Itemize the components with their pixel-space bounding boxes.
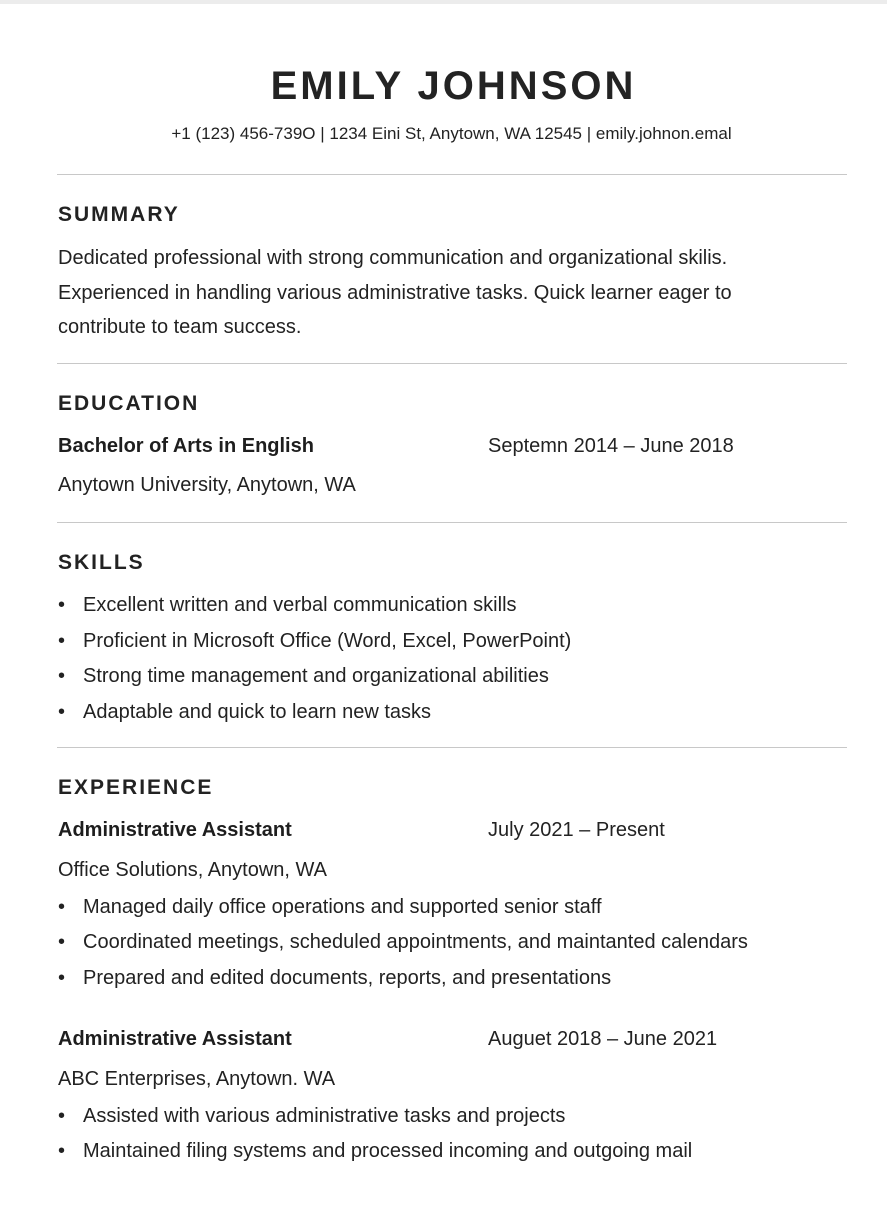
school-name: Anytown University, Anytown, WA	[58, 474, 356, 496]
experience-heading: EXPERIENCE	[58, 776, 214, 799]
job-role: Administrative Assistant	[58, 819, 292, 841]
skills-list	[58, 588, 571, 730]
bullet-icon: •	[58, 1105, 66, 1127]
bullet-icon: •	[58, 665, 66, 687]
list-item	[58, 659, 571, 695]
duty-text: Managed daily office operations and supported senior staff	[83, 896, 602, 918]
skill-text: Strong time management and organizational abilities	[83, 665, 549, 687]
list-item	[58, 695, 571, 731]
bullet-icon: •	[58, 896, 66, 918]
bullet-icon: •	[58, 966, 66, 989]
duty-text: Prepared and edited documents, reports, and presentations	[83, 966, 612, 989]
bullet-icon: •	[58, 629, 66, 652]
summary-line: Dedicated professional with strong communication and organizational skilis.	[58, 247, 728, 269]
bullet-icon: •	[58, 700, 66, 723]
job-company: ABC Enterprises, Anytown. WA	[58, 1068, 336, 1090]
contact-line: +1 (123) 456-739O | 1234 Eini St, Anytown, WA 12545 | emily.johnon.emal	[171, 124, 732, 143]
summary-text	[58, 241, 848, 345]
job-dates: July 2021 – Present	[488, 819, 665, 841]
job-company: Office Solutions, Anytown, WA	[58, 859, 328, 881]
education-heading: EDUCATION	[58, 392, 200, 415]
skill-text: Proficient in Microsoft Office (Word, Excel, PowerPoint)	[83, 629, 572, 652]
list-item	[58, 890, 748, 925]
bullet-icon: •	[58, 931, 66, 954]
bullet-icon: •	[58, 594, 66, 616]
candidate-name: EMILY JOHNSON	[270, 64, 637, 108]
divider-skills	[57, 747, 847, 748]
bullet-icon: •	[58, 1140, 66, 1163]
divider-header	[57, 174, 847, 175]
page-top-edge	[0, 0, 887, 4]
divider-summary	[57, 363, 847, 364]
list-item	[58, 1099, 692, 1134]
job-dates: Auguet 2018 – June 2021	[488, 1028, 718, 1050]
list-item	[58, 1134, 692, 1169]
job-role: Administrative Assistant	[58, 1028, 292, 1050]
duty-text: Maintained filing systems and processed incoming and outgoing mail	[83, 1140, 693, 1163]
skills-heading: SKILLS	[58, 551, 145, 574]
duty-text: Coordinated meetings, scheduled appointments, and maintanted calendars	[83, 931, 748, 954]
degree-title: Bachelor of Arts in English	[58, 435, 314, 457]
job-duties-list	[58, 1099, 692, 1170]
list-item	[58, 624, 571, 660]
summary-line: contribute to team success.	[58, 316, 302, 338]
summary-heading: SUMMARY	[58, 203, 180, 226]
skill-text: Adaptable and quick to learn new tasks	[83, 700, 431, 723]
divider-education	[57, 522, 847, 523]
summary-line: Experienced in handling various administrative tasks. Quick learner eager to	[58, 281, 732, 304]
list-item	[58, 588, 571, 624]
skill-text: Excellent written and verbal communication skills	[83, 594, 517, 616]
list-item	[58, 925, 748, 960]
list-item	[58, 961, 748, 996]
duty-text: Assisted with various administrative tasks and projects	[83, 1105, 566, 1127]
job-duties-list	[58, 890, 748, 996]
education-dates: Septemn 2014 – June 2018	[488, 435, 734, 457]
